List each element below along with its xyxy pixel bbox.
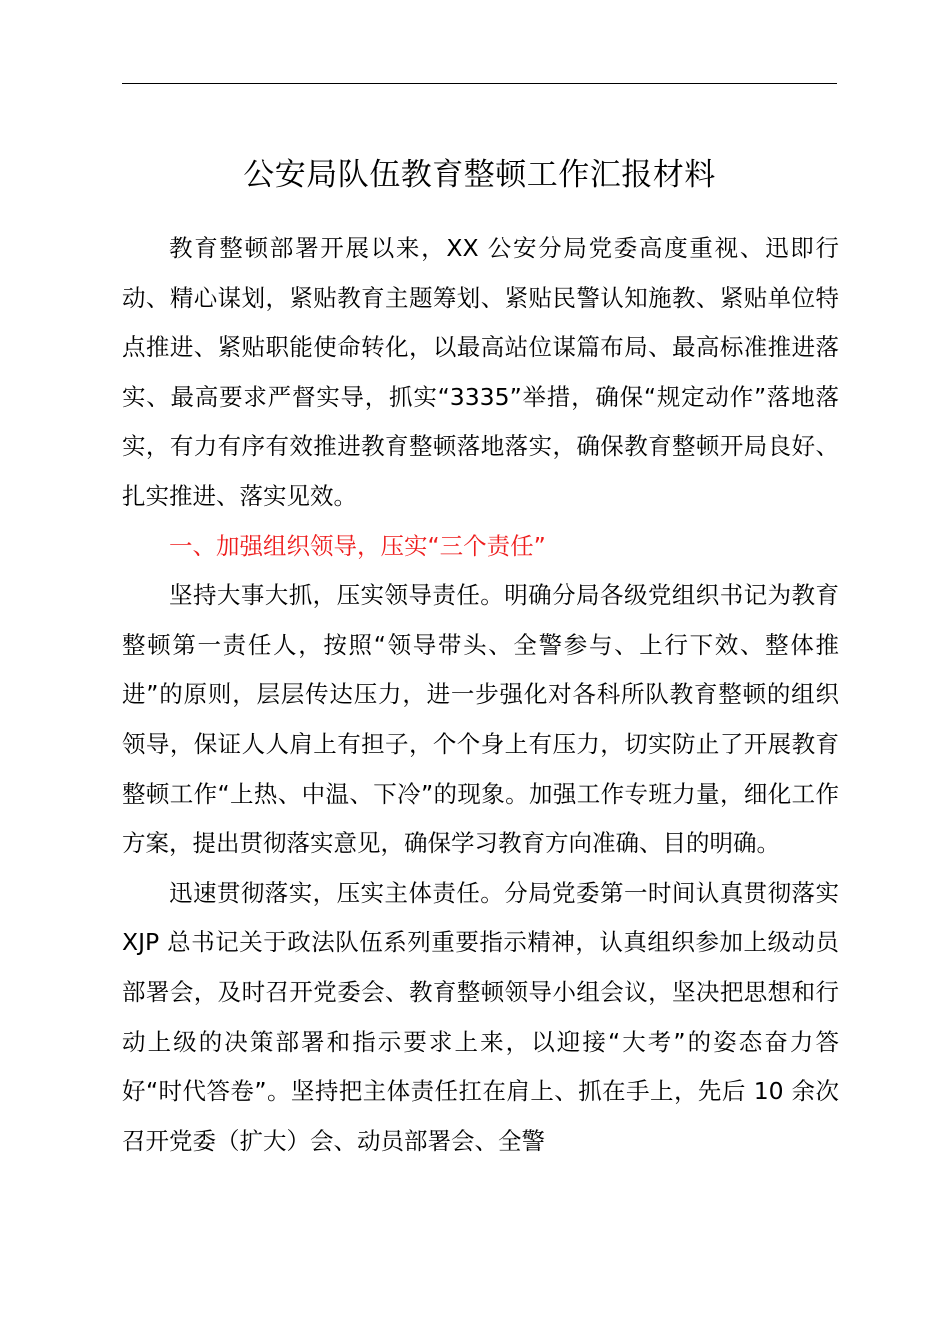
intro-paragraph: 教育整顿部署开展以来，XX 公安分局党委高度重视、迅即行动、精心谋划，紧贴教育主题筹划、紧贴民警认知施教、紧贴单位特点推进、紧贴职能使命转化，以最高站位谋篇布局、最高标准推进落实、最高要求严督实导，抓实“3335”举措，确保“规定动作”落地落实，有力有序有效推进教育整顿落地落实，确保教育整顿开局良好、扎实推进、落实见效。 [122,234,839,510]
implementation-paragraph: 迅速贯彻落实，压实主体责任。分局党委第一时间认真贯彻落实 XJP 总书记关于政法队伍系列重要指示精神，认真组织参加上级动员部署会，及时召开党委会、教育整顿领导小组会议，坚决把思想和行动上级的决策部署和指示要求上来，以迎接“大考”的姿态奋力答好“时代答卷”。坚持把主体责任扛在肩上、抓在手上，先后 10 余次召开党委（扩大）会、动员部署会、全警 [122,878,839,1155]
document-body [122,224,839,1166]
section-heading-1: 一、加强组织领导，压实“三个责任” [169,531,546,560]
document-title: 公安局队伍教育整顿工作汇报材料 [243,157,716,193]
leadership-paragraph: 坚持大事大抓，压实领导责任。明确分局各级党组织书记为教育整顿第一责任人，按照“领导带头、全警参与、上行下效、整体推进”的原则，层层传达压力，进一步强化对各科所队教育整顿的组织领导，保证人人肩上有担子，个个身上有压力，切实防止了开展教育整顿工作“上热、中温、下冷”的现象。加强工作专班力量，细化工作方案，提出贯彻落实意见，确保学习教育方向准确、目的明确。 [122,581,839,858]
header-rule [122,83,837,84]
